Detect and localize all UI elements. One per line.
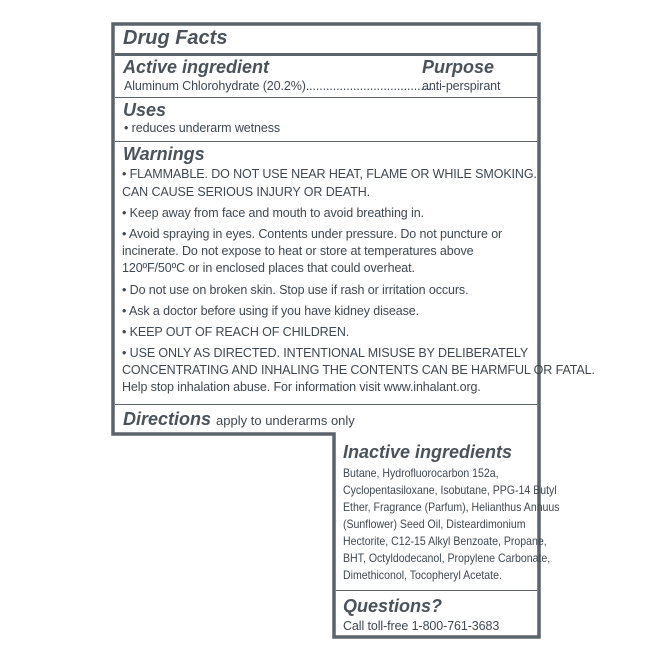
inactive-line: BHT, Octyldodecanol, Propylene Carbonate,: [343, 551, 551, 565]
warning-line: CAN CAUSE SERIOUS INJURY OR DEATH.: [122, 185, 371, 199]
warning-line: 120ºF/50ºC or in enclosed places that could overheat.: [122, 261, 415, 275]
purpose-heading: Purpose: [422, 57, 495, 77]
inactive-line: Hectorite, C12-15 Alkyl Benzoate, Propane,: [343, 534, 547, 548]
warning-line: • Do not use on broken skin. Stop use if rash or irritation occurs.: [122, 283, 469, 297]
inactive-line: Dimethiconol, Tocopheryl Acetate.: [343, 568, 502, 582]
warning-line: • USE ONLY AS DIRECTED. INTENTIONAL MISUSE BY DELIBERATELY: [122, 346, 529, 360]
active-ingredient-name: Aluminum Chlorohydrate (20.2%): [124, 79, 306, 93]
inactive-line: (Sunflower) Seed Oil, Disteardimonium: [343, 517, 526, 531]
dot-leader: ......................................: [305, 79, 434, 93]
warnings-heading: Warnings: [123, 144, 205, 164]
directions-row: [123, 409, 355, 430]
directions-heading: Directions: [123, 409, 212, 429]
divider-uses: [115, 141, 537, 142]
divider-inactive: [336, 590, 537, 591]
active-ingredient-row: [124, 79, 434, 93]
warning-line: • FLAMMABLE. DO NOT USE NEAR HEAT, FLAME OR WHILE SMOKING.: [122, 167, 537, 181]
uses-heading: Uses: [123, 100, 167, 120]
directions-text: apply to underarms only: [216, 413, 355, 428]
questions-phone: Call toll-free 1-800-761-3683: [343, 619, 500, 633]
inactive-ingredients-heading: Inactive ingredients: [343, 442, 513, 462]
divider-title: [115, 53, 537, 56]
drug-facts-title: Drug Facts: [123, 27, 228, 49]
divider-active: [115, 97, 537, 98]
active-ingredient-heading: Active ingredient: [123, 57, 270, 77]
purpose-value: anti-perspirant: [422, 79, 501, 93]
warning-line: CONCENTRATING AND INHALING THE CONTENTS CAN BE HARMFUL OR FATAL.: [122, 363, 595, 377]
warning-line: • Avoid spraying in eyes. Contents under pressure. Do not puncture or: [122, 227, 503, 241]
inactive-line: Ether, Fragrance (Parfum), Helianthus Annuus: [343, 500, 560, 514]
warning-line: Help stop inhalation abuse. For information visit www.inhalant.org.: [122, 380, 481, 394]
questions-heading: Questions?: [343, 596, 443, 616]
inactive-line: Cyclopentasiloxane, Isobutane, PPG-14 Butyl: [343, 483, 557, 497]
warning-line: • Keep away from face and mouth to avoid breathing in.: [122, 206, 424, 220]
divider-warnings: [115, 404, 537, 405]
uses-item: • reduces underarm wetness: [124, 121, 281, 135]
warning-line: • KEEP OUT OF REACH OF CHILDREN.: [122, 325, 350, 339]
inactive-line: Butane, Hydrofluorocarbon 152a,: [343, 466, 499, 480]
warning-line: incinerate. Do not expose to heat or store at temperatures above: [122, 244, 474, 258]
warning-line: • Ask a doctor before using if you have kidney disease.: [122, 304, 419, 318]
